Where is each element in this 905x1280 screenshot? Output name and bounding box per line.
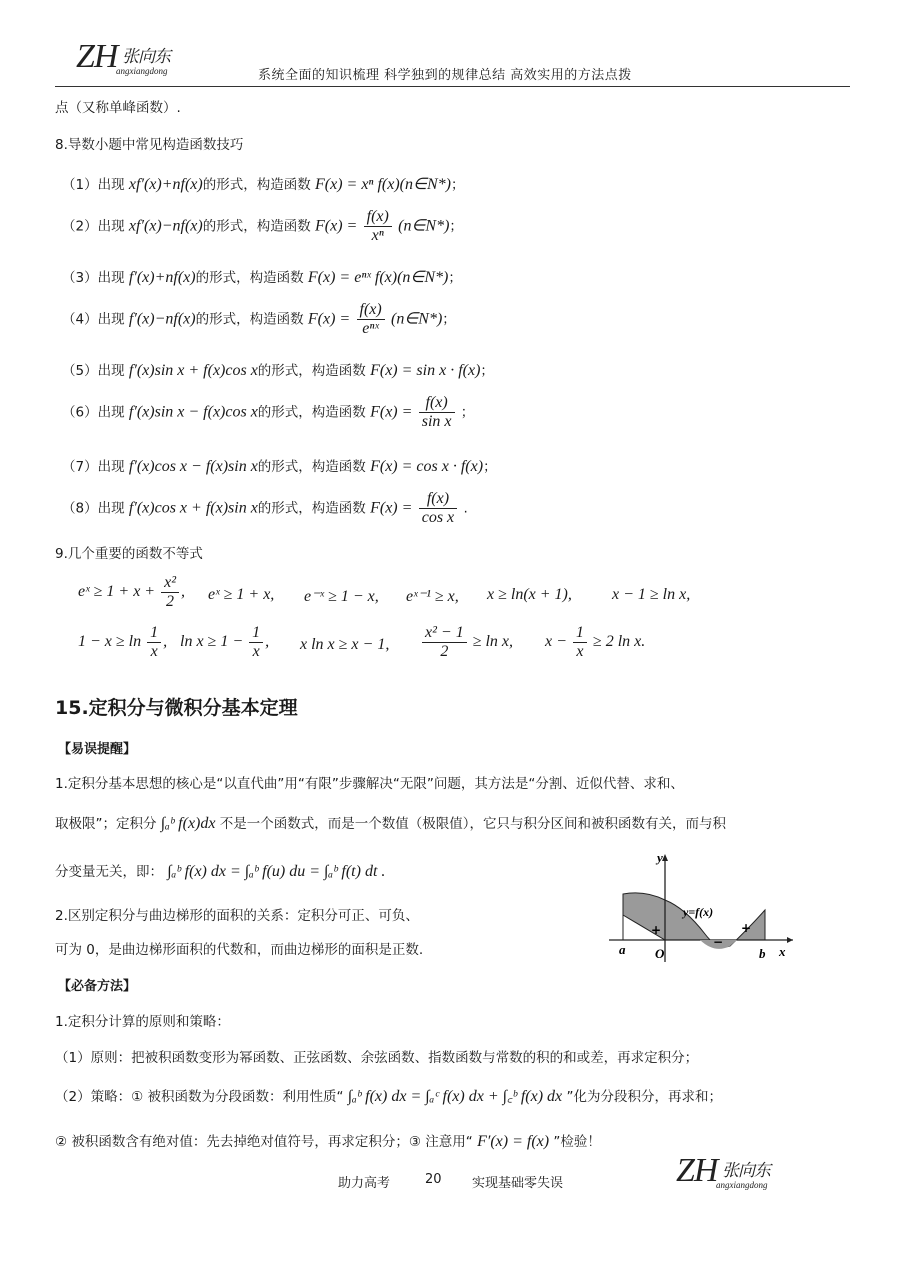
method-label: 【必备方法】 — [58, 979, 137, 994]
header-logo — [76, 38, 170, 76]
footer-logo-script: 张向东 — [722, 1161, 770, 1180]
sec9-row2-c: x ln x ≥ x − 1, — [300, 636, 390, 653]
sec8-item-3: （3）出现 f′(x)+nf(x)的形式，构造函数 F(x) = eⁿˣ f(x)(n∈N*)； — [62, 269, 462, 286]
m4: ② 被积函数含有绝对值：先去掉绝对值符号，再求定积分；③ 注意用“ F′(x) = f(x) ”检验！ — [55, 1133, 601, 1150]
integral-area-graph — [605, 850, 800, 965]
footer-logo-main: ZH — [676, 1152, 718, 1189]
x-axis-arrow — [787, 937, 793, 943]
footer-logo — [676, 1152, 770, 1190]
p2-line1: 2.区别定积分与曲边梯形的面积的关系：定积分可正、可负、 — [55, 908, 419, 924]
m1: 1.定积分计算的原则和策略： — [55, 1014, 230, 1030]
p1-line1: 1.定积分基本思想的核心是“以直代曲”用“有限”步骤解决“无限”问题，其方法是“分割、近似代替、求和、 — [55, 776, 684, 792]
sec8-item-1: （1）出现 xf′(x)+nf(x)的形式，构造函数 F(x) = xⁿ f(x)(n∈N*)； — [62, 176, 465, 193]
sec9-row1-b: eˣ ≥ 1 + x, — [208, 586, 275, 603]
graph-plus-2: + — [741, 921, 752, 935]
footer-left: 助力高考 — [338, 1176, 391, 1191]
m3: （2）策略：① 被积函数为分段函数：利用性质“ ∫ₐᵇ f(x) dx = ∫ₐᶜ f(x) dx + ∫꜀ᵇ f(x) dx ”化为分段积分，再求和； — [55, 1088, 722, 1105]
header-logo-main: ZH — [76, 38, 118, 75]
y-axis-arrow — [662, 854, 668, 861]
p1-line2: 取极限”；定积分 ∫ₐᵇ f(x)dx 不是一个函数式，而是一个数值（极限值），它只与积分区间和被积函数有关，而与积 — [55, 815, 727, 832]
sec9-title: 9.几个重要的函数不等式 — [55, 546, 203, 562]
m2: （1）原则：把被积函数变形为幂函数、正弦函数、余弦函数、指数函数与常数的积的和或差，再求定积分； — [55, 1050, 699, 1066]
footer-page-number: 20 — [425, 1172, 442, 1187]
p1-line3: 分变量无关，即： ∫ₐᵇ f(x) dx = ∫ₐᵇ f(u) du = ∫ₐᵇ f(t) dt . — [55, 863, 386, 880]
sec9-row1-e: x ≥ ln(x + 1), — [487, 586, 572, 603]
footer-right: 实现基础零失误 — [472, 1176, 564, 1191]
sec9-row2-a: 1 − x ≥ ln $\frac{1}{x}$ , — [78, 624, 168, 660]
sec9-row2-e: x − $\frac{1}{x}$ ≥ 2 ln x. — [545, 624, 646, 660]
graph-minus: − — [713, 935, 724, 949]
header-logo-script: 张向东 — [122, 47, 170, 66]
sec8-item-2: （2）出现 xf′(x)−nf(x)的形式，构造函数 F(x) = $\frac{f(x)}{\text{xⁿ}}$ (n∈N*)； — [62, 208, 463, 244]
sec8-item-6: （6）出现 f′(x)sin x − f(x)cos x的形式，构造函数 F(x) = $\frac{f(x)}{\text{sin x}}$ ； — [62, 394, 475, 430]
footer-logo-sub: angxiangdong — [716, 1180, 768, 1190]
graph-o-label: O — [655, 946, 665, 961]
graph-plus-1: + — [651, 923, 662, 937]
header-divider — [55, 86, 850, 87]
header-logo-sub: angxiangdong — [116, 66, 168, 76]
warn-label: 【易误提醒】 — [58, 742, 137, 757]
sec9-row1-a: eˣ ≥ 1 + x + $\frac{\text{x²}}{2}$ , — [78, 574, 185, 610]
graph-func-label: y=f(x) — [683, 905, 714, 919]
sec9-row1-f: x − 1 ≥ ln x, — [612, 586, 691, 603]
graph-y-label: y — [657, 850, 663, 865]
sec9-row2-b: ln x ≥ 1 − $\frac{1}{x}$ , — [180, 624, 270, 660]
sec8-item-4: （4）出现 f′(x)−nf(x)的形式，构造函数 F(x) = $\frac{f(x)}{\text{eⁿˣ}}$ (n∈N*)； — [62, 301, 456, 337]
sec8-item-7: （7）出现 f′(x)cos x − f(x)sin x的形式，构造函数 F(x) = cos x · f(x)； — [62, 458, 497, 475]
top-continuation: 点（又称单峰函数）. — [55, 100, 181, 116]
sec8-item-8: （8）出现 f′(x)cos x + f(x)sin x的形式，构造函数 F(x) = $\frac{f(x)}{\text{cos x}}$ . — [62, 490, 468, 526]
sec15-title: 15.定积分与微积分基本定理 — [55, 697, 298, 719]
graph-b-label: b — [759, 946, 766, 961]
sec9-row2-d: $\frac{\text{x² − 1}}{2}$ ≥ ln x, — [420, 624, 513, 661]
sec9-row1-d: eˣ⁻¹ ≥ x, — [406, 588, 459, 605]
sec8-title: 8.导数小题中常见构造函数技巧 — [55, 137, 244, 153]
graph-a-label: a — [619, 942, 626, 957]
sec8-item-5: （5）出现 f′(x)sin x + f(x)cos x的形式，构造函数 F(x) = sin x · f(x)； — [62, 362, 494, 379]
graph-x-label: x — [779, 944, 786, 959]
sec9-row1-c: e⁻ˣ ≥ 1 − x, — [304, 588, 379, 605]
p2-line2: 可为 0，是曲边梯形面积的代数和，而曲边梯形的面积是正数. — [55, 942, 424, 958]
header-tagline: 系统全面的知识梳理 科学独到的规律总结 高效实用的方法点拨 — [258, 68, 632, 83]
